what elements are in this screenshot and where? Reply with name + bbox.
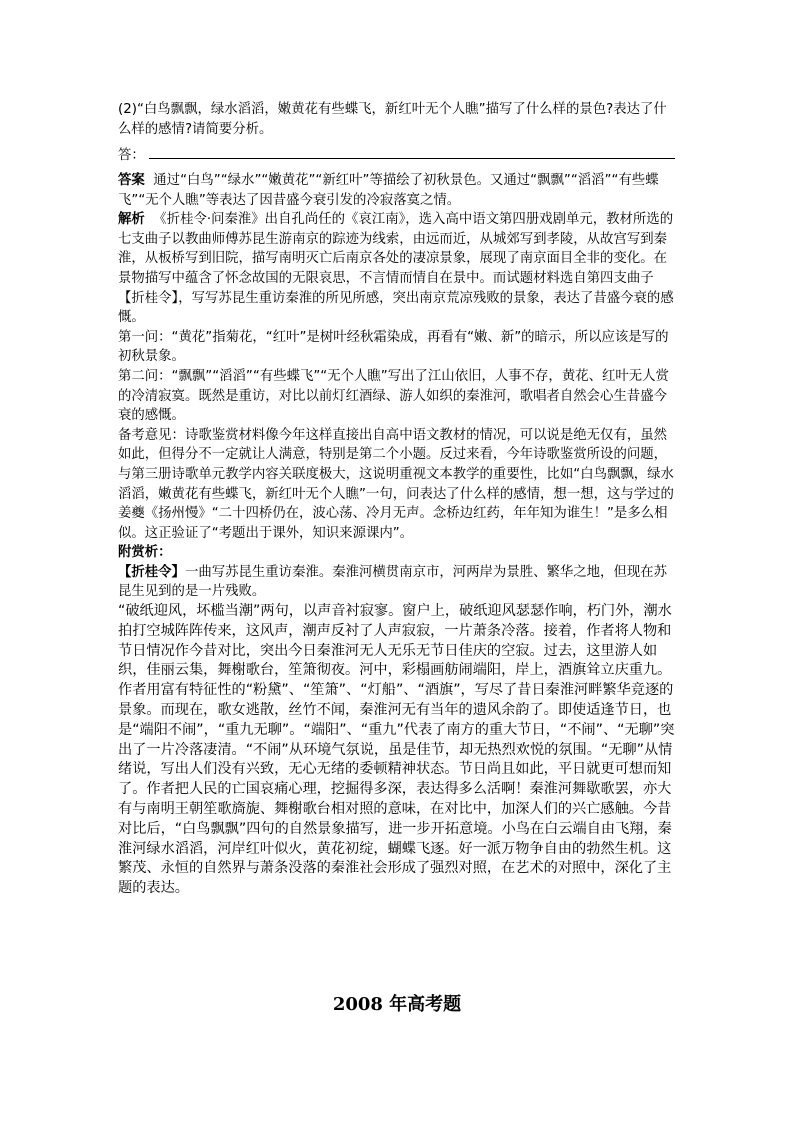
main-content [118, 171, 678, 899]
appreciation-label: 附赏析： [118, 545, 172, 561]
answer-paragraph [118, 171, 678, 210]
question-text: (2)“白鸟飘飘，绿水滔滔，嫩黄花有些蝶飞，新红叶无个人瞧”描写了什么样的景色?表达了什么样的感情?请简要分析。 [118, 102, 667, 137]
analysis-paragraph [118, 210, 678, 328]
first-question-analysis: 第一问：“黄花”指菊花，“红叶”是树叶经秋霜染成，再看有“嫩、新”的暗示，所以应该是写的初秋景象。 [118, 329, 669, 365]
appreciation-bracket-title: 【折桂令】 [118, 564, 185, 580]
answer-prompt: 答： [118, 148, 145, 163]
answer-underline [149, 146, 675, 159]
answer-label: 答案 [118, 173, 145, 188]
appreciation-body: “破纸迎风，坏槛当潮”两句，以声音衬寂寥。窗户上，破纸迎风瑟瑟作响，朽门外，潮水拍打空城阵阵传来，这风声，潮声反衬了人声寂寂，一片萧条冷落。接着，作者将人物和节日情况作今昔对比，突出今日秦淮河无人无乐无节日佳庆的空寂。过去，这里游人如织，佳丽云集，舞榭歌台，笙箫彻夜。河中，彩榻画舫闹端阳，岸上，酒旗耸立庆重九。作者用富有特征性的“粉黛”、“笙箫”、“灯船”、“酒旗”，写尽了昔日秦淮河畔繁华竞逐的景象。而现在，歌女逃散，丝竹不闻，秦淮河无有当年的遗风余韵了。即使适逢节日，也是“端阳不闹”，“重九无聊”。“端阳”、“重九”代表了南方的重大节日，“不闹”、“无聊”突出了一片冷落凄清。“不闹”从环境气氛说，虽是佳节，却无热烈欢悦的氛围。“无聊”从情绪说，写出人们没有兴致，无心无绪的委顿精神状态。节日尚且如此，平日就更可想而知了。作者把人民的亡国哀痛心理，挖掘得多深，表达得多么活啊！秦淮河舞歇歌罢，亦大有与南明王朝笙歌旖旎、舞榭歌台相对照的意味，在对比中，加深人们的兴亡感触。今昔对比后，“白鸟飘飘”四句的自然景象描写，进一步开拓意境。小鸟在白云端自由飞翔，秦淮河绿水滔滔，河岸红叶似火，黄花初绽，蝴蝶飞逐。好一派万物争自由的勃然生机。这繁茂、永恒的自然界与萧条没落的秦淮社会形成了强烈对照，在艺术的对照中，深化了主题的表达。 [118, 603, 675, 897]
answer-blank-line [118, 146, 678, 166]
analysis-label: 解析 [118, 212, 145, 228]
answer-text: 通过“白鸟”“绿水”“嫩黄花”“新红叶”等描绘了初秋景色。又通过“飘飘”“滔滔”“有些蝶飞”“无个人瞧”等表达了因昔盛今衰引发的冷寂落寞之情。 [118, 173, 659, 208]
section-heading: 2008 年高考题 [332, 994, 462, 1015]
exam-prep-note: 备考意见：诗歌鉴赏材料像今年这样直接出自高中语文教材的情况，可以说是绝无仅有，虽然如此，但得分不一定就让人满意，特别是第二个小题。反过来看，今年诗歌鉴赏所设的问题，与第三册诗歌单元教学内容关联度极大，这说明重视文本教学的重要性，比如“白鸟飘飘，绿水滔滔，嫩黄花有些蝶飞，新红叶无个人瞧”一句，问表达了什么样的感情，想一想，这与学过的姜夔《扬州慢》“二十四桥仍在，波心荡、冷月无声。念桥边红药，年年知为谁生！”是多么相似。这正验证了“考题出于课外，知识来源课内”。 [118, 427, 674, 541]
appreciation-intro-text: 一曲写苏昆生重访秦淮。秦淮河横贯南京市，河两岸为景胜、繁华之地，但现在苏昆生见到的是一片残败。 [118, 564, 668, 600]
appreciation-intro [118, 563, 678, 602]
second-question-analysis: 第二问：“飘飘”“滔滔”“有些蝶飞”“无个人瞧”写出了江山依旧，人事不存，黄花、红叶无人赏的冷清寂寞。既然是重访，对比以前灯红酒绿、游人如织的秦淮河，歌唱者自然会心生昔盛今衰的感慨。 [118, 368, 669, 424]
analysis-text: 《折桂令·问秦淮》出自孔尚任的《哀江南》，选入高中语文第四册戏剧单元，教材所选的七支曲子以教曲师傅苏昆生游南京的踪迹为线索，由远而近，从城郊写到孝陵，从故宫写到秦淮，从板桥写到旧院，描写南明灭亡后南京各处的凄凉景象，展现了南京面目全非的变化。在景物描写中蕴含了怀念故国的无限哀思，不言情而情自在景中。而试题材料选自第四支曲子【折桂令】，写写苏昆生重访秦淮的所见所感，突出南京荒凉残败的景象，表达了昔盛今衰的感慨。 [118, 212, 674, 326]
